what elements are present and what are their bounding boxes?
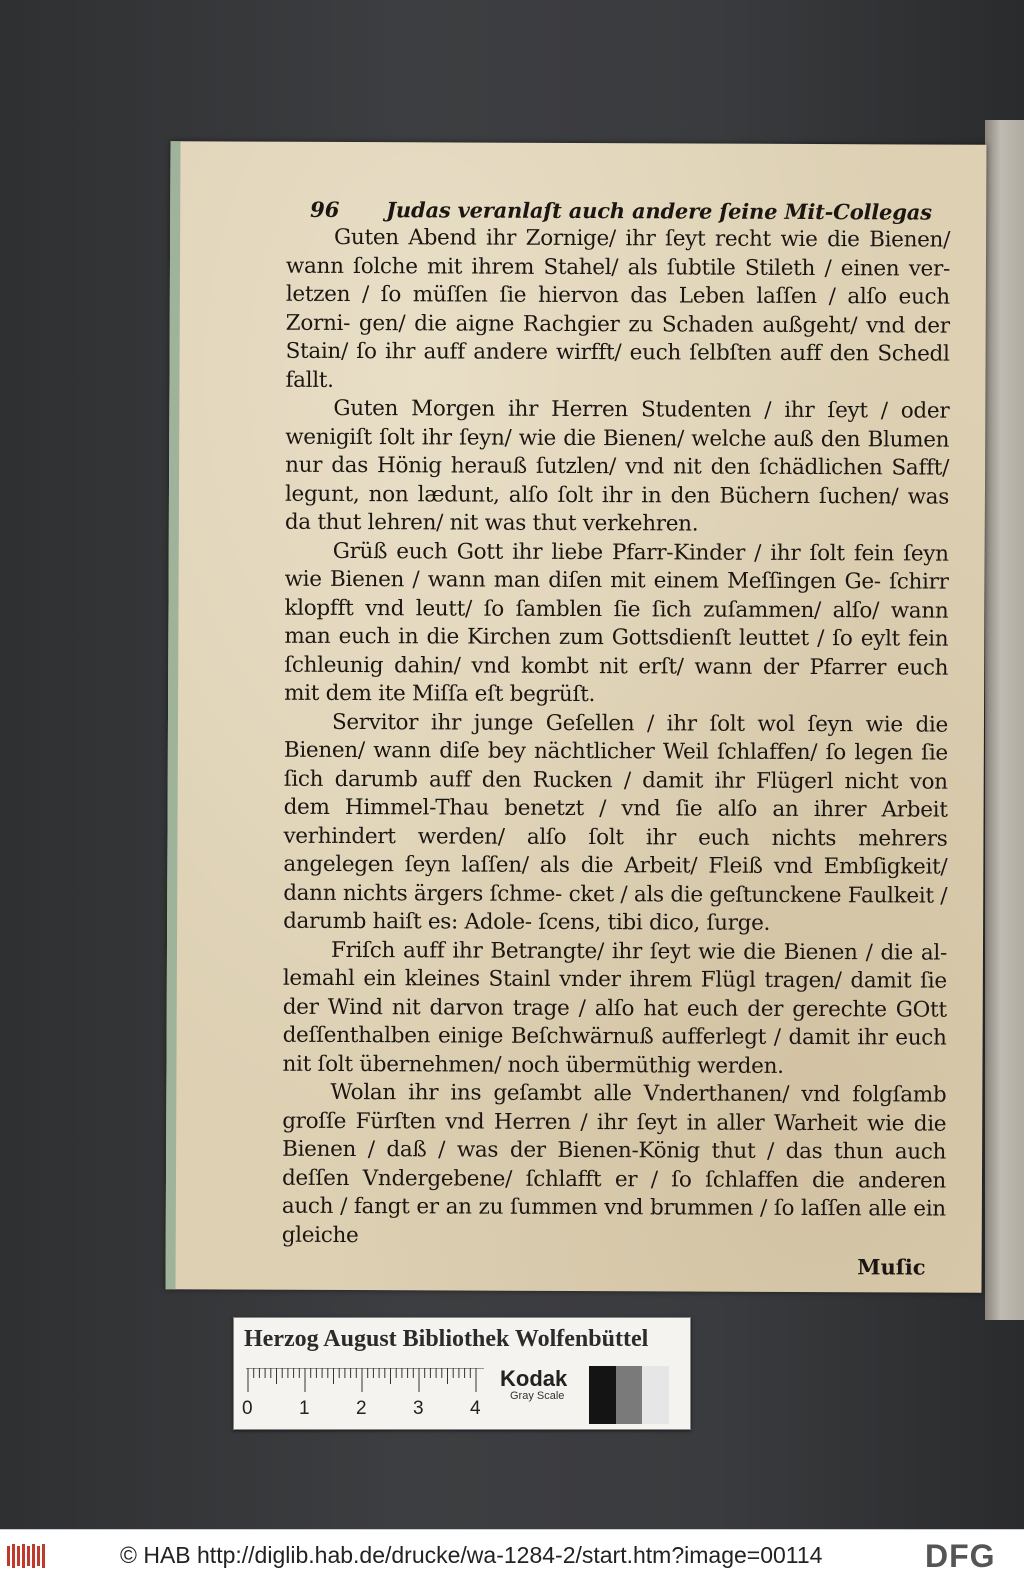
ruler-label: 4: [470, 1398, 481, 1419]
source-url: © HAB http://diglib.hab.de/drucke/wa-1284-2/start.htm?image=00114: [120, 1542, 823, 1568]
running-head: Judas veranlaſt auch andere ſeine Mit-Collegas: [386, 197, 932, 225]
library-name: Herzog August Bibliothek Wolfenbüttel: [244, 1326, 649, 1352]
footer-bar: [0, 1529, 1024, 1582]
gray-swatches: [589, 1366, 669, 1424]
ruler-label: 0: [242, 1398, 253, 1419]
ruler-scale: [246, 1368, 484, 1394]
paragraph: Wolan ihr ins geſambt alle Vnderthanen/ vnd folgſamb groſſe Fürſten vnd Herren / ihr ſeyt in aller Warheit wie die Bienen / daß / was der Bienen-König thut / das thun auch deſſen Vndergebene/ ſchlafft er / ſo ſchlaffen die anderen auch / fangt er an zu ſummen vnd brummen / ſo laſſen alle ein gleiche: [281, 1079, 947, 1248]
color-reference-card: [233, 1317, 691, 1430]
ruler-label: 2: [356, 1398, 367, 1419]
kodak-brand: Kodak: [500, 1366, 568, 1391]
kodak-subtitle: Gray Scale: [510, 1390, 565, 1402]
swatch-gray: [616, 1366, 643, 1424]
swatch-white: [642, 1366, 669, 1424]
catchword: Muſic: [857, 1254, 926, 1280]
hab-logo-icon: [6, 1542, 46, 1570]
dfg-logo: DFG: [925, 1538, 996, 1574]
ruler-label: 1: [299, 1398, 310, 1419]
paragraph: Guten Abend ihr Zornige/ ihr ſeyt recht wie die Bienen/ wann ſolche mit ihrem Stahel/ als ſubtile Stileth / einen ver- letzen / ſo müſſen ſie hiervon das Leben laſſen / alſo euch Zorni- gen/ die aigne Rachgier zu Schaden außgeht/ vnd der Stain/ ſo ihr auff andere wirfft/ euch ſelbſten auff den Schedl fallt.: [285, 224, 951, 393]
ruler-label: 3: [413, 1398, 424, 1419]
paragraph: Guten Morgen ihr Herren Studenten / ihr ſeyt / oder wenigiſt ſolt ihr ſeyn/ wie die Bienen/ welche auß den Blumen nur das Hönig herauß ſutzlen/ vnd nit den ſchädlichen Safft/ legunt, non lædunt, alſo ſolt ihr in den Büchern ſuchen/ was da thut lehren/ nit was thut verkehren.: [284, 395, 950, 537]
page-text-block: [281, 196, 951, 1280]
page-number: 96: [310, 196, 340, 222]
paragraph: Grüß euch Gott ihr liebe Pfarr-Kinder / ihr ſolt fein ſeyn wie Bienen / wann man diſen mit einem Meſſingen Ge- ſchirr klopfft vnd leutt/ ſo ſamblen ſie ſich zuſammen/ alſo/ wann man euch in die Kirchen zum Gottsdienſt leuttet / ſo eylt fein ſchleunig dahin/ vnd kombt nit erſt/ wann der Pfarrer euch mit dem ite Miſſa eſt begrüſt.: [284, 538, 949, 708]
adjacent-page-edge: [985, 120, 1024, 1320]
page-header: [310, 197, 950, 225]
swatch-black: [589, 1366, 616, 1424]
kodak-label: [500, 1368, 567, 1402]
paragraph: Friſch auff ihr Betrangte/ ihr ſeyt wie die Bienen / die al- lemahl ein kleines Stainl vnder ihrem Flügl tragen/ damit ſie der Wind nit darvon trage / alſo hat euch der gerechte GOtt deſſenthalben einige Beſchwärnuß aufferlegt / damit ihr euch nit ſolt übernehmen/ noch übermüthig werden.: [282, 937, 948, 1079]
paragraph: Servitor ihr junge Geſellen / ihr ſolt wol ſeyn wie die Bienen/ wann diſe bey nächtlicher Weil ſchlaffen/ ſo legen ſie ſich darumb auff den Rucken / damit ihr Flügerl nicht von dem Himmel-Thau benetzt / vnd ſie alſo an ihrer Arbeit verhindert werden/ alſo ſolt ihr euch nichts mehrers angelegen ſeyn laſſen/ als die Arbeit/ Fleiß vnd Embſigkeit/ dann nichts ärgers ſchme- cket / als die geſtunckene Faulkeit / darumb haiſt es: Adole- ſcens, tibi dico, ſurge.: [283, 709, 949, 936]
book-page: [165, 141, 986, 1293]
